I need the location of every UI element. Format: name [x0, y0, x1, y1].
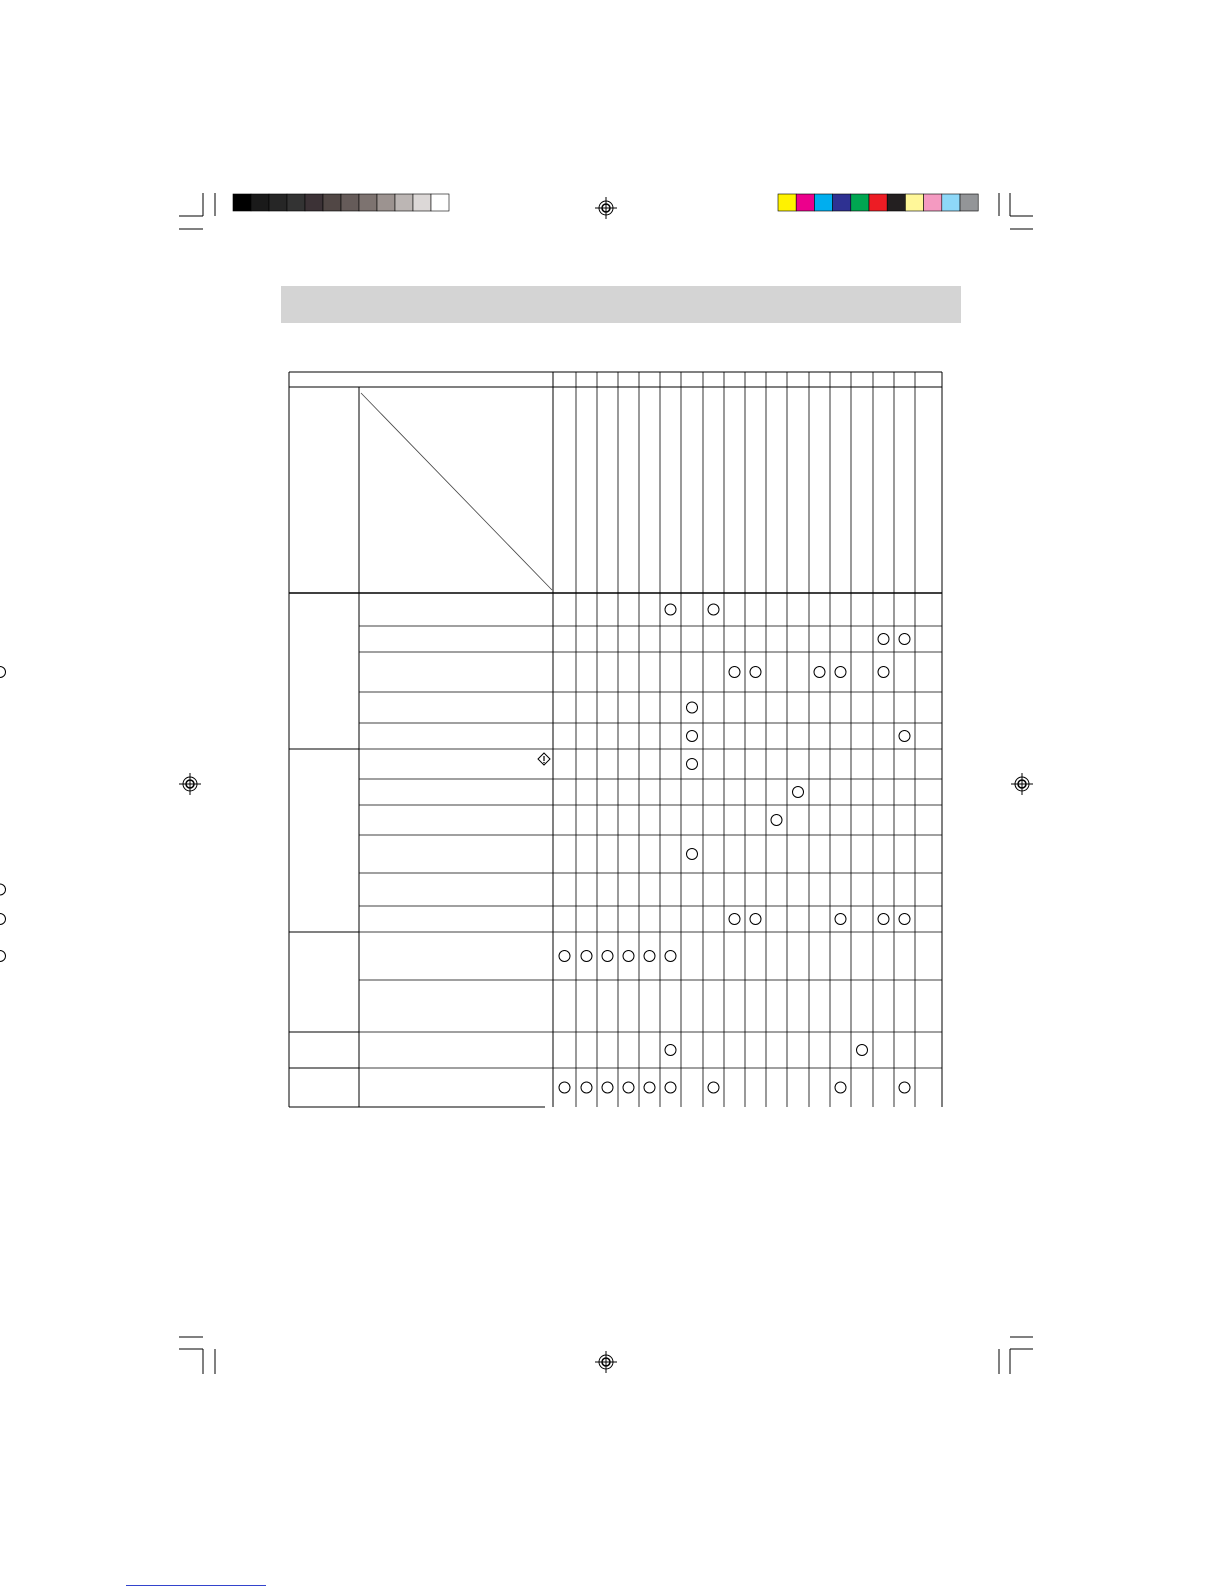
compatibility-mark	[0, 667, 6, 678]
warning-diamond-icon	[538, 753, 550, 765]
compatibility-mark	[750, 667, 761, 678]
compatibility-mark	[835, 667, 846, 678]
compatibility-mark	[687, 849, 698, 860]
compatibility-mark	[899, 634, 910, 645]
compatibility-mark	[0, 914, 6, 925]
compatibility-mark	[665, 951, 676, 962]
compatibility-mark	[857, 1045, 868, 1056]
compatibility-mark	[708, 1082, 719, 1093]
compatibility-mark	[878, 914, 889, 925]
compatibility-mark	[687, 759, 698, 770]
compatibility-mark	[878, 634, 889, 645]
compatibility-mark	[899, 731, 910, 742]
header-diagonal	[361, 393, 552, 590]
compatibility-mark	[665, 604, 676, 615]
compatibility-mark	[623, 1082, 634, 1093]
compatibility-mark	[687, 731, 698, 742]
compatibility-mark	[899, 1082, 910, 1093]
compatibility-mark	[750, 914, 761, 925]
compatibility-mark	[665, 1045, 676, 1056]
compatibility-mark	[0, 884, 6, 895]
compatibility-mark	[729, 914, 740, 925]
compatibility-mark	[687, 702, 698, 713]
compatibility-mark	[602, 951, 613, 962]
compatibility-mark	[708, 604, 719, 615]
warning-diamond-dot	[543, 762, 544, 763]
compatibility-mark	[814, 667, 825, 678]
compatibility-mark	[602, 1082, 613, 1093]
compatibility-mark	[835, 1082, 846, 1093]
compatibility-mark	[644, 1082, 655, 1093]
compatibility-mark	[644, 951, 655, 962]
compatibility-mark	[835, 914, 846, 925]
compatibility-mark	[793, 787, 804, 798]
compatibility-mark	[729, 667, 740, 678]
compatibility-mark	[899, 914, 910, 925]
compatibility-mark	[559, 1082, 570, 1093]
compatibility-mark	[623, 951, 634, 962]
compatibility-mark	[581, 1082, 592, 1093]
compatibility-mark	[878, 667, 889, 678]
compatibility-mark	[0, 951, 6, 962]
compatibility-mark	[581, 951, 592, 962]
compatibility-mark	[665, 1082, 676, 1093]
compatibility-mark	[559, 951, 570, 962]
compatibility-mark	[771, 815, 782, 826]
